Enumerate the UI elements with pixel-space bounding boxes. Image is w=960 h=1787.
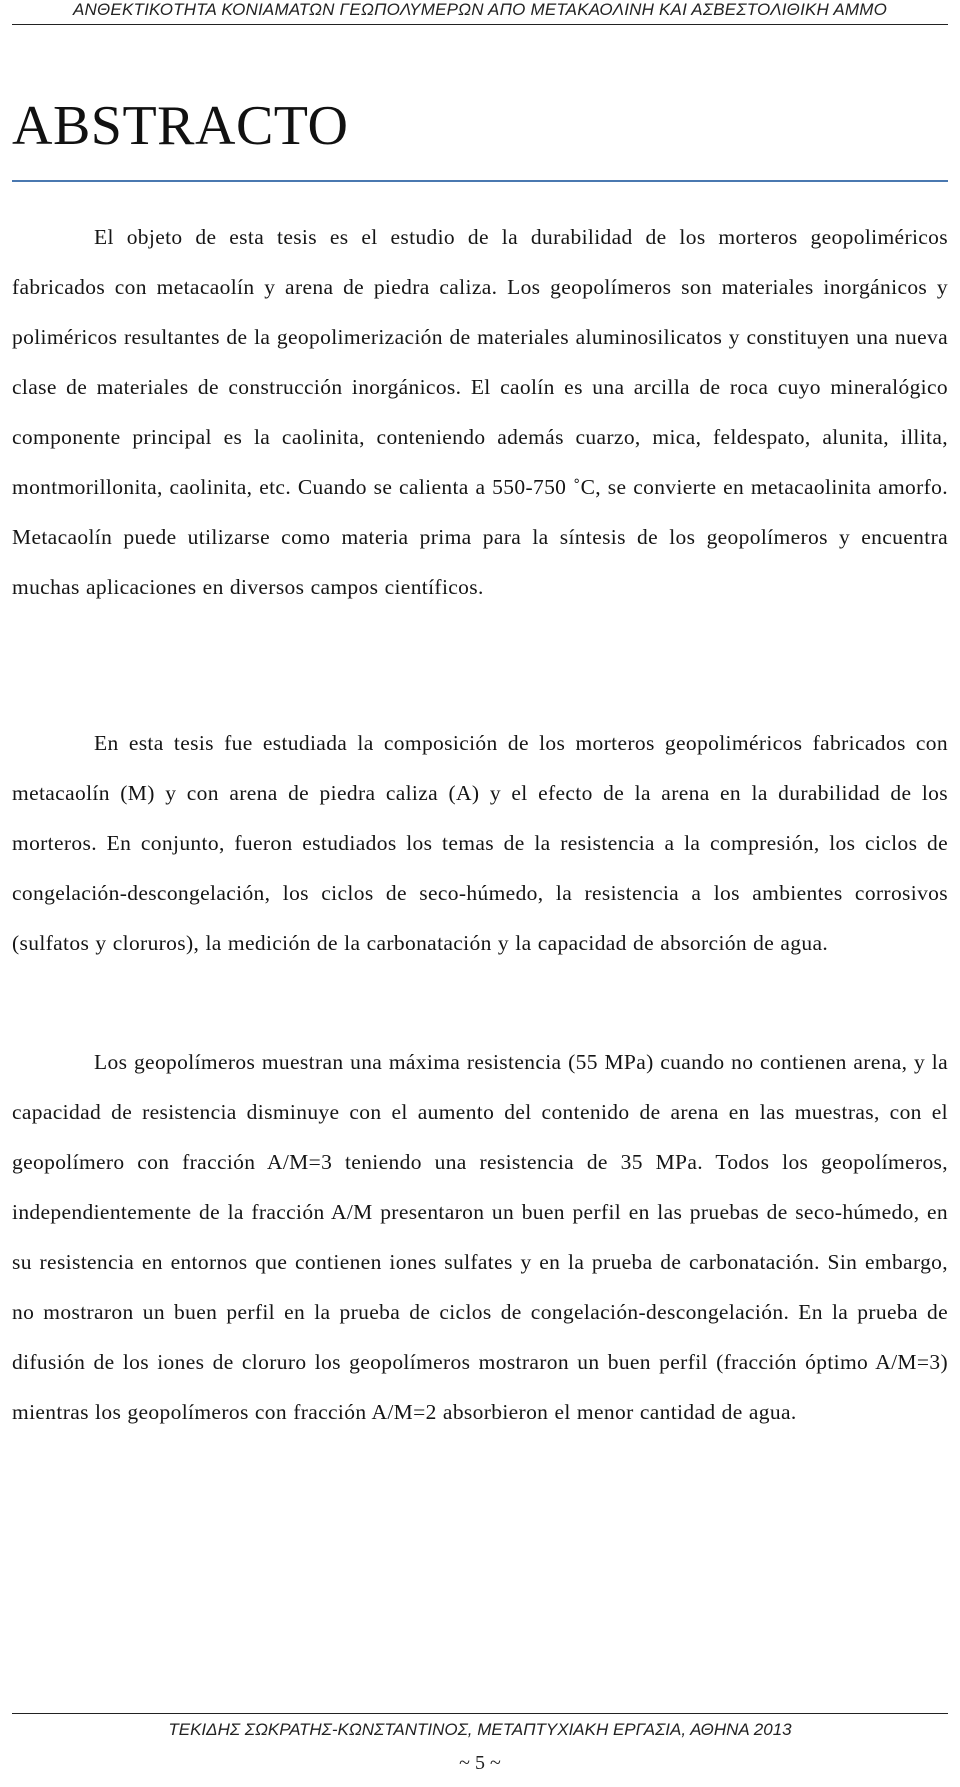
footer-divider [12, 1713, 948, 1714]
document-page [12, 0, 948, 1787]
abstract-paragraph-1 [12, 212, 948, 612]
abstract-paragraph-3 [12, 1037, 948, 1437]
footer-author-line: ΤΕΚΙΔΗΣ ΣΩΚΡΑΤΗΣ-ΚΩΝΣΤΑΝΤΙΝΟΣ, ΜΕΤΑΠΤΥΧΙΑΚΗ ΕΡΓΑΣΙΑ, ΑΘΗΝΑ 2013 [168, 1720, 792, 1739]
page-title: ABSTRACTO [12, 95, 349, 157]
paragraph-text: En esta tesis fue estudiada la composición de los morteros geopoliméricos fabricados con metacaolín (M) y con arena de piedra caliza (A) y el efecto de la arena en la durabilidad de los morteros. En conjunto, fueron estudiados los temas de la resistencia a la compresión, los ciclos de congelación-descongelación, los ciclos de seco-húmedo, la resistencia a los ambientes corrosivos (sulfatos y cloruros), la medición de la carbonatación y la capacidad de absorción de agua. [12, 731, 948, 955]
running-header: ΑΝΘΕΚΤΙΚΟΤΗΤΑ ΚΟΝΙΑΜΑΤΩΝ ΓΕΩΠΟΛΥΜΕΡΩΝ ΑΠΟ ΜΕΤΑΚΑΟΛΙΝΗ ΚΑΙ ΑΣΒΕΣΤΟΛΙΘΙΚΗ ΑΜΜΟ [72, 0, 888, 19]
paragraph-text: Los geopolímeros muestran una máxima resistencia (55 MPa) cuando no contienen arena, y la capacidad de resistencia disminuye con el aumento del contenido de arena en las muestras, con el geopolímero con fracción A/M=3 teniendo una resistencia de 35 MPa. Todos los geopolímeros, independientemente de la fracción A/M presentaron un buen perfil en las pruebas de seco-húmedo, en su resistencia en entornos que contienen iones sulfates y en la prueba de carbonatación. Sin embargo, no mostraron un buen perfil en la prueba de ciclos de congelación-descongelación. En la prueba de difusión de los iones de cloruro los geopolímeros mostraron un buen perfil (fracción óptimo A/M=3) mientras los geopolímeros con fracción A/M=2 absorbieron el menor cantidad de agua. [12, 1050, 948, 1424]
abstract-paragraph-2 [12, 718, 948, 968]
paragraph-text: El objeto de esta tesis es el estudio de la durabilidad de los morteros geopoliméricos fabricados con metacaolín y arena de piedra caliza. Los geopolímeros son materiales inorgánicos y poliméricos resultantes de la geopolimerización de materiales aluminosilicatos y constituyen una nueva clase de materiales de construcción inorgánicos. El caolín es una arcilla de roca cuyo mineralógico componente principal es la caolinita, conteniendo además cuarzo, mica, feldespato, alunita, illita, montmorillonita, caolinita, etc. Cuando se calienta a 550-750 ˚C, se convierte en metacaolinita amorfo. Metacaolín puede utilizarse como materia prima para la síntesis de los geopolímeros y encuentra muchas aplicaciones en diversos campos científicos. [12, 225, 948, 599]
title-underline [12, 180, 948, 182]
header-divider [12, 24, 948, 25]
page-number: ~ 5 ~ [459, 1752, 501, 1774]
